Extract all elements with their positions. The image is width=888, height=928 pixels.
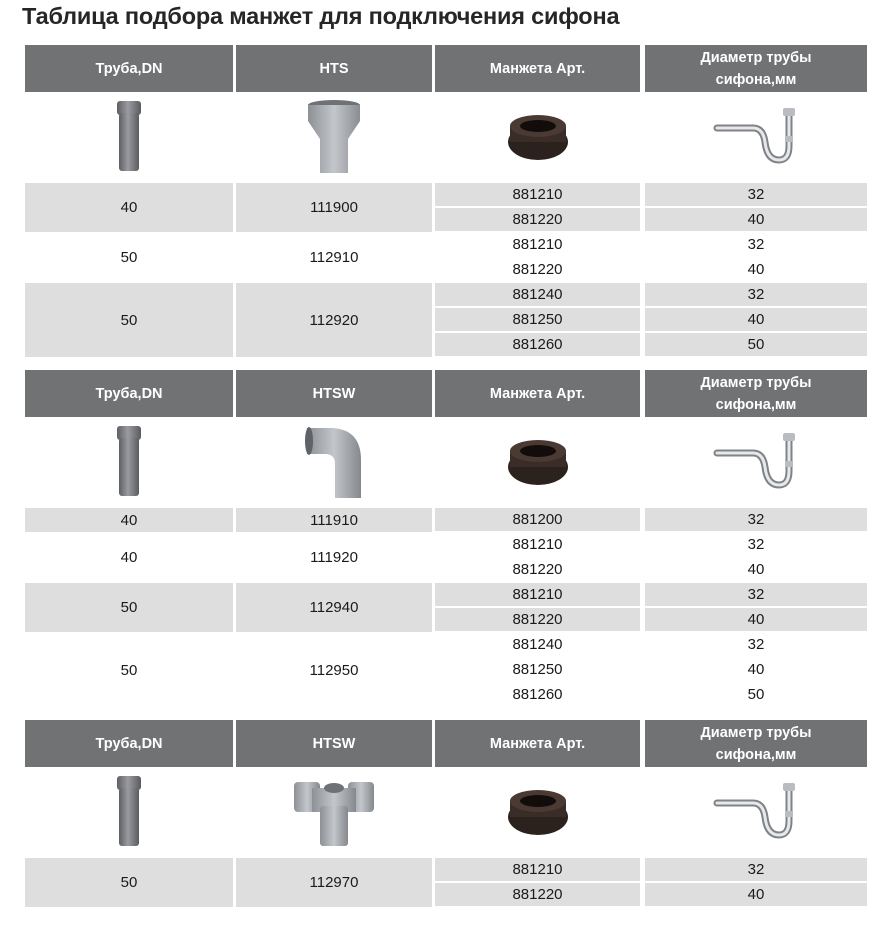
cell-cuff-art: 881250 <box>512 661 563 678</box>
header-siphon-diameter <box>645 720 867 767</box>
header-label: Манжета Арт. <box>489 385 586 402</box>
header-label: Манжета Арт. <box>489 60 586 77</box>
cell-siphon-diameter: 32 <box>645 858 867 881</box>
rubber-cuff-icon <box>435 418 640 506</box>
cell-siphon-diameter: 40 <box>747 561 765 578</box>
cell-cuff-art: 881220 <box>435 608 640 631</box>
rubber-cuff-icon <box>435 93 640 181</box>
pipe-icon <box>25 418 233 506</box>
header-siphon-diameter <box>645 370 867 417</box>
header-siphon-diameter <box>645 45 867 92</box>
header-label: HTSW <box>312 735 356 752</box>
cell-cuff-art: 881200 <box>435 508 640 531</box>
cell-cuff-art: 881210 <box>512 236 563 253</box>
cell-pipe-dn: 50 <box>120 249 138 266</box>
header-label: Диаметр трубы сифона,мм <box>700 49 812 88</box>
cell-siphon-diameter: 32 <box>747 236 765 253</box>
siphon-tube-icon <box>645 768 867 856</box>
cell-fitting-art: 111910 <box>236 508 432 532</box>
cell-cuff-art: 881220 <box>512 261 563 278</box>
cell-cuff-art: 881220 <box>512 561 563 578</box>
cell-fitting-art: 112920 <box>236 283 432 357</box>
cell-siphon-diameter: 50 <box>645 333 867 356</box>
cell-fitting-art: 111920 <box>310 549 358 566</box>
cell-cuff-art: 881220 <box>435 208 640 231</box>
cell-pipe-dn: 50 <box>25 283 233 357</box>
header-pipe-dn <box>25 45 233 92</box>
header-fitting <box>236 370 432 417</box>
header-label: Диаметр трубы сифона,мм <box>700 724 812 763</box>
header-fitting <box>236 720 432 767</box>
cell-siphon-diameter: 32 <box>747 536 765 553</box>
cell-fitting-art: 112910 <box>309 249 359 266</box>
cell-cuff-art: 881210 <box>435 858 640 881</box>
cell-siphon-diameter: 32 <box>645 183 867 206</box>
header-pipe-dn <box>25 720 233 767</box>
cell-pipe-dn: 50 <box>25 583 233 632</box>
cell-siphon-diameter: 40 <box>645 883 867 906</box>
cell-fitting-art: 112970 <box>236 858 432 907</box>
cell-siphon-diameter: 32 <box>645 583 867 606</box>
cell-siphon-diameter: 32 <box>645 283 867 306</box>
header-label: HTS <box>319 60 349 77</box>
header-fitting <box>236 45 432 92</box>
header-cuff-art <box>435 720 640 767</box>
header-label: Диаметр трубы сифона,мм <box>700 374 812 413</box>
header-label: HTSW <box>312 385 356 402</box>
header-label: Труба,DN <box>95 60 163 77</box>
cell-cuff-art: 881240 <box>435 283 640 306</box>
straight-adapter-icon <box>236 93 432 181</box>
header-cuff-art <box>435 45 640 92</box>
tee-icon <box>236 768 432 856</box>
cell-cuff-art: 881210 <box>512 536 563 553</box>
cell-siphon-diameter: 50 <box>747 686 765 703</box>
cell-siphon-diameter: 40 <box>645 208 867 231</box>
cell-siphon-diameter: 32 <box>645 508 867 531</box>
cell-fitting-art: 111900 <box>236 183 432 232</box>
siphon-tube-icon <box>645 93 867 181</box>
cell-pipe-dn: 40 <box>25 508 233 532</box>
cell-pipe-dn: 40 <box>25 183 233 232</box>
cell-siphon-diameter: 40 <box>747 261 765 278</box>
cell-cuff-art: 881220 <box>435 883 640 906</box>
page-title: Таблица подбора манжет для подключения сифона <box>22 3 620 29</box>
cell-fitting-art: 112950 <box>309 661 359 679</box>
cell-cuff-art: 881260 <box>512 686 563 703</box>
rubber-cuff-icon <box>435 768 640 856</box>
pipe-icon <box>25 768 233 856</box>
cell-cuff-art: 881210 <box>435 583 640 606</box>
cell-cuff-art: 881260 <box>435 333 640 356</box>
cell-fitting-art: 112940 <box>236 583 432 632</box>
cell-cuff-art: 881210 <box>435 183 640 206</box>
cell-pipe-dn: 50 <box>120 661 138 679</box>
cell-siphon-diameter: 40 <box>645 308 867 331</box>
elbow-icon <box>236 418 432 506</box>
cell-cuff-art: 881250 <box>435 308 640 331</box>
cell-siphon-diameter: 32 <box>747 636 765 653</box>
cell-siphon-diameter: 40 <box>645 608 867 631</box>
header-label: Манжета Арт. <box>489 735 586 752</box>
cell-cuff-art: 881240 <box>512 636 563 653</box>
header-label: Труба,DN <box>95 735 163 752</box>
cell-pipe-dn: 50 <box>25 858 233 907</box>
cell-siphon-diameter: 40 <box>747 661 765 678</box>
header-cuff-art <box>435 370 640 417</box>
siphon-tube-icon <box>645 418 867 506</box>
cell-pipe-dn: 40 <box>120 549 138 566</box>
pipe-icon <box>25 93 233 181</box>
header-pipe-dn <box>25 370 233 417</box>
header-label: Труба,DN <box>95 385 163 402</box>
